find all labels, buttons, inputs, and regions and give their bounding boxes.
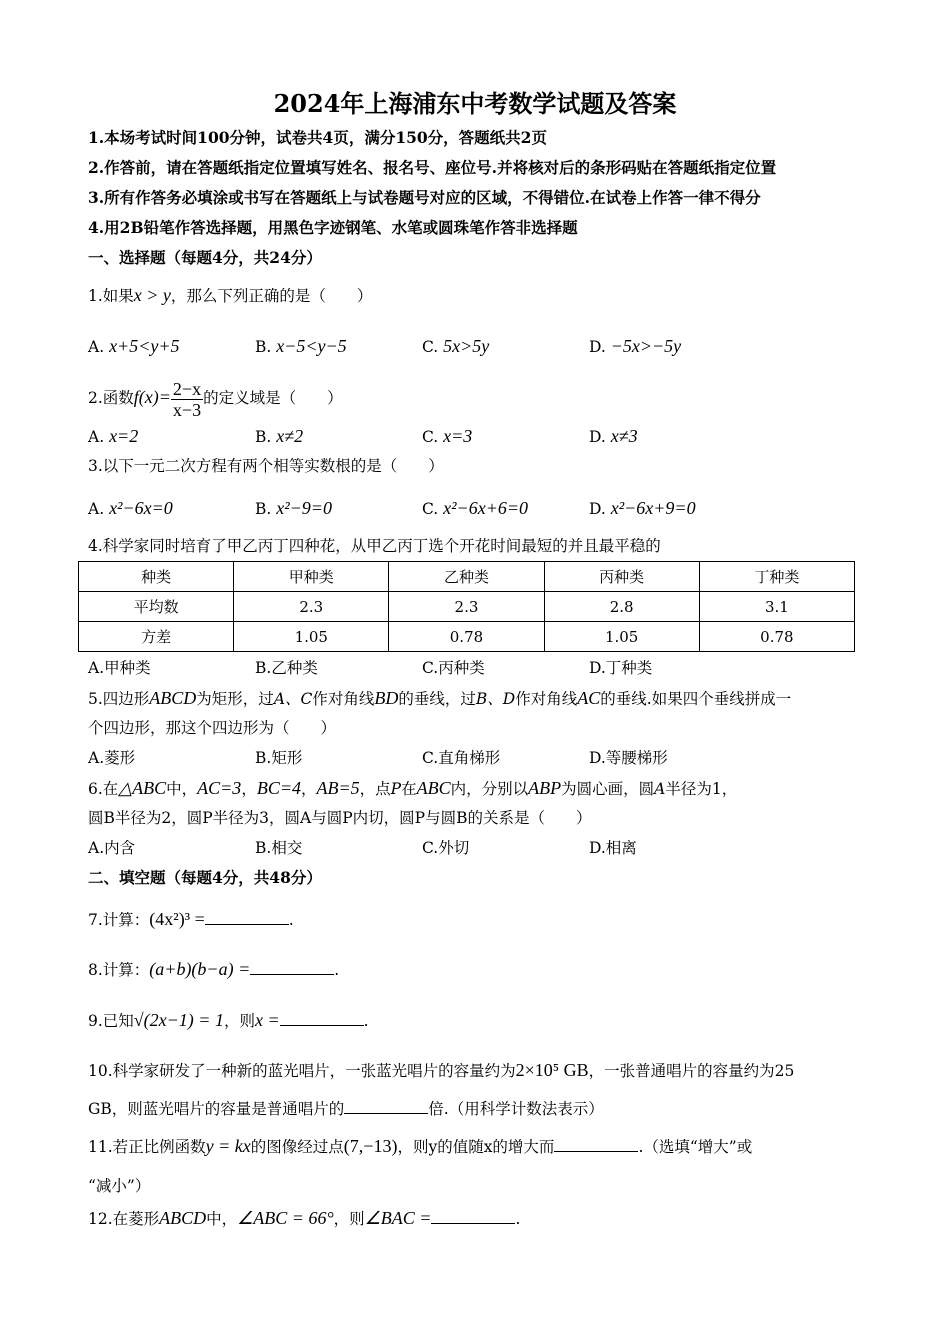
question-10-line-1: 10.科学家研发了一种新的蓝光唱片，一张蓝光唱片的容量约为2×10⁵ GB，一张普通唱片的容量约为25 — [88, 1060, 795, 1080]
q4-option-a: A.甲种类 — [88, 659, 151, 677]
q6-option-b: B.相交 — [255, 839, 303, 857]
note-1: 1.本场考试时间100分钟，试卷共4页，满分150分，答题纸共2页 — [88, 128, 547, 147]
q3-option-c: C. x²−6x+6=0 — [422, 498, 528, 518]
table-cell: 2.3 — [389, 592, 544, 622]
q6-option-d: D.相离 — [589, 839, 637, 857]
question-12: 12.在菱形ABCD中，∠ABC = 66°，则∠BAC = . — [88, 1208, 521, 1228]
table-cell: 1.05 — [234, 622, 389, 652]
question-3: 3.以下一元二次方程有两个相等实数根的是（ ） — [88, 457, 444, 475]
data-table — [78, 561, 855, 652]
q2-option-d: D. x≠3 — [589, 426, 638, 446]
table-cell: 乙种类 — [389, 562, 544, 592]
question-9: 9.已知√(2x−1) = 1，则x = . — [88, 1010, 369, 1030]
table-cell: 丙种类 — [544, 562, 699, 592]
question-8: 8.计算：(a+b)(b−a) = . — [88, 959, 340, 979]
table-cell: 0.78 — [699, 622, 854, 652]
q1-option-c: C. 5x>5y — [422, 336, 490, 356]
q5-option-b: B.矩形 — [255, 749, 303, 767]
q4-option-c: C.丙种类 — [422, 659, 485, 677]
question-2: 2.函数f(x)= $\frac{2-x}{x-3}$ 的定义域是（ ） — [88, 378, 343, 420]
answer-blank[interactable] — [280, 1009, 364, 1026]
section-heading-choice: 一、选择题（每题4分，共24分） — [88, 248, 322, 267]
q4-option-d: D.丁种类 — [589, 659, 653, 677]
q6-option-a: A.内含 — [88, 839, 136, 857]
section-heading-fill: 二、填空题（每题4分，共48分） — [88, 868, 322, 887]
table-cell: 1.05 — [544, 622, 699, 652]
note-3: 3.所有作答务必填涂或书写在答题纸上与试卷题号对应的区域，不得错位.在试卷上作答一律不得分 — [88, 188, 761, 207]
q5-option-c: C.直角梯形 — [422, 749, 501, 767]
table-row — [79, 622, 855, 652]
note-4: 4.用2B铅笔作答选择题，用黑色字迹钢笔、水笔或圆珠笔作答非选择题 — [88, 218, 578, 237]
question-1: 1.如果x > y，那么下列正确的是（ ） — [88, 285, 373, 305]
table-row — [79, 562, 855, 592]
table-cell: 丁种类 — [699, 562, 854, 592]
q3-option-b: B. x²−9=0 — [255, 498, 332, 518]
answer-blank[interactable] — [344, 1097, 428, 1114]
table-cell: 2.8 — [544, 592, 699, 622]
answer-blank[interactable] — [554, 1135, 638, 1152]
table-cell: 种类 — [79, 562, 234, 592]
table-cell: 甲种类 — [234, 562, 389, 592]
fraction: $\frac{2-x}{x-3}$ — [172, 378, 202, 420]
table-cell: 3.1 — [699, 592, 854, 622]
q1-option-b: B. x−5<y−5 — [255, 336, 347, 356]
answer-blank[interactable] — [431, 1207, 515, 1224]
q5-option-a: A.菱形 — [88, 749, 136, 767]
question-11-line-2: “减小”） — [88, 1177, 151, 1195]
question-7: 7.计算：(4x²)³ = . — [88, 909, 294, 929]
q1-option-d: D. −5x>−5y — [589, 336, 682, 356]
answer-blank[interactable] — [250, 958, 334, 975]
question-6-line-1: 6.在△ABC中，AC=3，BC=4，AB=5，点P在ABC内，分别以ABP为圆心画，圆A半径为1， — [88, 778, 738, 798]
q3-option-d: D. x²−6x+9=0 — [589, 498, 696, 518]
table-cell: 平均数 — [79, 592, 234, 622]
table-cell: 0.78 — [389, 622, 544, 652]
table-cell: 2.3 — [234, 592, 389, 622]
q6-option-c: C.外切 — [422, 839, 470, 857]
page-title: 2024年上海浦东中考数学试题及答案 — [273, 89, 677, 118]
q2-option-c: C. x=3 — [422, 426, 473, 446]
question-4: 4.科学家同时培育了甲乙丙丁四种花，从甲乙丙丁选个开花时间最短的并且最平稳的 — [88, 537, 661, 555]
question-10-line-2: GB，则蓝光唱片的容量是普通唱片的 倍.（用科学计数法表示） — [88, 1097, 604, 1121]
question-11-line-1: 11.若正比例函数y = kx的图像经过点(7,−13)，则y的值随x的增大而 .（选填“增大”或 — [88, 1136, 753, 1156]
q1-option-a: A. x+5<y+5 — [88, 336, 180, 356]
question-5-line-1: 5.四边形ABCD为矩形，过A、C作对角线BD的垂线，过B、D作对角线AC的垂线.如果四个垂线拼成一 — [88, 688, 792, 708]
q2-option-a: A. x=2 — [88, 426, 139, 446]
table-row — [79, 592, 855, 622]
question-5-line-2: 个四边形，那这个四边形为（ ） — [88, 719, 337, 737]
question-6-line-2: 圆B半径为2，圆P半径为3，圆A与圆P内切，圆P与圆B的关系是（ ） — [88, 809, 592, 827]
table-cell: 方差 — [79, 622, 234, 652]
note-2: 2.作答前，请在答题纸指定位置填写姓名、报名号、座位号.并将核对后的条形码贴在答题纸指定位置 — [88, 158, 777, 177]
q2-option-b: B. x≠2 — [255, 426, 304, 446]
answer-blank[interactable] — [205, 908, 289, 925]
q5-option-d: D.等腰梯形 — [589, 749, 668, 767]
q3-option-a: A. x²−6x=0 — [88, 498, 173, 518]
q4-option-b: B.乙种类 — [255, 659, 318, 677]
